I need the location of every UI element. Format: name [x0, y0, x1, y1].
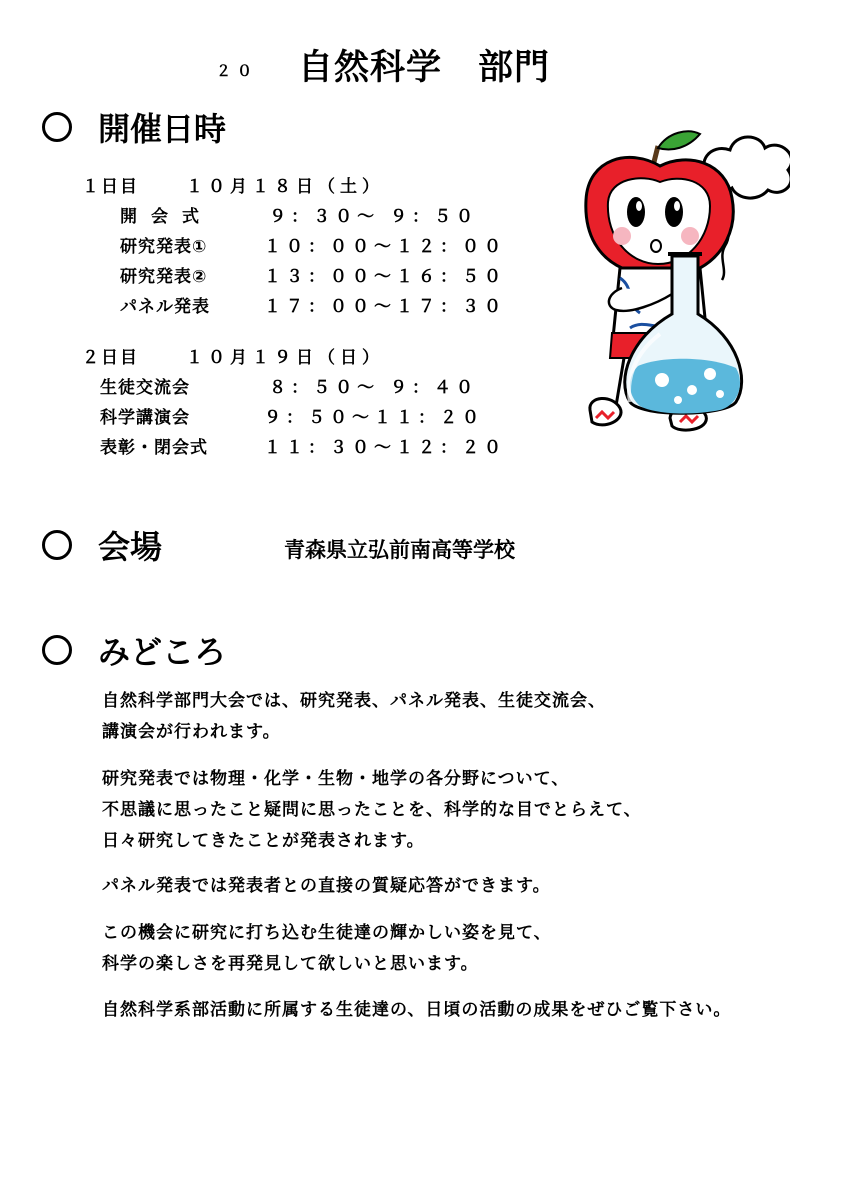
- day2-label: ２日目: [82, 348, 139, 368]
- day2-event-name: 科学講演会: [100, 408, 190, 428]
- circle-bullet-icon: [42, 635, 72, 665]
- circle-bullet-icon: [42, 530, 72, 560]
- day1-event-time: １７：００～１７：３０: [264, 297, 506, 317]
- circle-bullet-icon: [42, 112, 72, 142]
- title-main: 自然科学 部門: [298, 48, 551, 88]
- day2-event-time: ９：５０～１１：２０: [264, 408, 484, 428]
- day2-event-name: 生徒交流会: [100, 378, 190, 398]
- apple-mascot-with-flask-icon: [560, 118, 790, 458]
- highlight-paragraph: 自然科学部門大会では、研究発表、パネル発表、生徒交流会、 講演会が行われます。: [102, 691, 606, 742]
- highlight-paragraph: パネル発表では発表者との直接の質疑応答ができます。: [102, 876, 551, 896]
- day2-event-time: １１：３０～１２：２０: [264, 438, 506, 458]
- venue-heading-text: 会場: [98, 528, 163, 566]
- day1-event-name: パネル発表: [120, 297, 210, 317]
- day1-event-time: １３：００～１６：５０: [264, 267, 506, 287]
- highlight-paragraph: 自然科学系部活動に所属する生徒達の、日頃の活動の成果をぜひご覧下さい。: [102, 1000, 732, 1020]
- day2-event-name: 表彰・閉会式: [100, 438, 208, 458]
- day2-event-time: ８：５０～ ９：４０: [269, 378, 478, 398]
- day1-event-time: ９：３０～ ９：５０: [269, 207, 478, 227]
- title-number: ２０: [216, 62, 259, 80]
- day1-event-name: 研究発表②: [120, 267, 208, 287]
- day1-event-time: １０：００～１２：００: [264, 237, 506, 257]
- page-title: [0, 38, 848, 88]
- day1-date: １０月１８日（土）: [186, 177, 384, 197]
- day1-label: １日目: [82, 177, 139, 197]
- highlight-paragraph: 研究発表では物理・化学・生物・地学の各分野について、 不思議に思ったこと疑問に思ったことを、科学的な目でとらえて、 日々研究してきたことが発表されます。: [102, 769, 642, 851]
- day1-event-name: 開会式: [120, 207, 213, 227]
- schedule-heading-text: 開催日時: [98, 110, 227, 148]
- day1-event-name: 研究発表①: [120, 237, 208, 257]
- day2-date: １０月１９日（日）: [186, 348, 384, 368]
- highlights-heading-text: みどころ: [98, 633, 227, 671]
- venue-value: 青森県立弘前南高等学校: [284, 538, 515, 562]
- highlight-paragraph: この機会に研究に打ち込む生徒達の輝かしい姿を見て、 科学の楽しさを再発見して欲しいと思います。: [102, 923, 552, 974]
